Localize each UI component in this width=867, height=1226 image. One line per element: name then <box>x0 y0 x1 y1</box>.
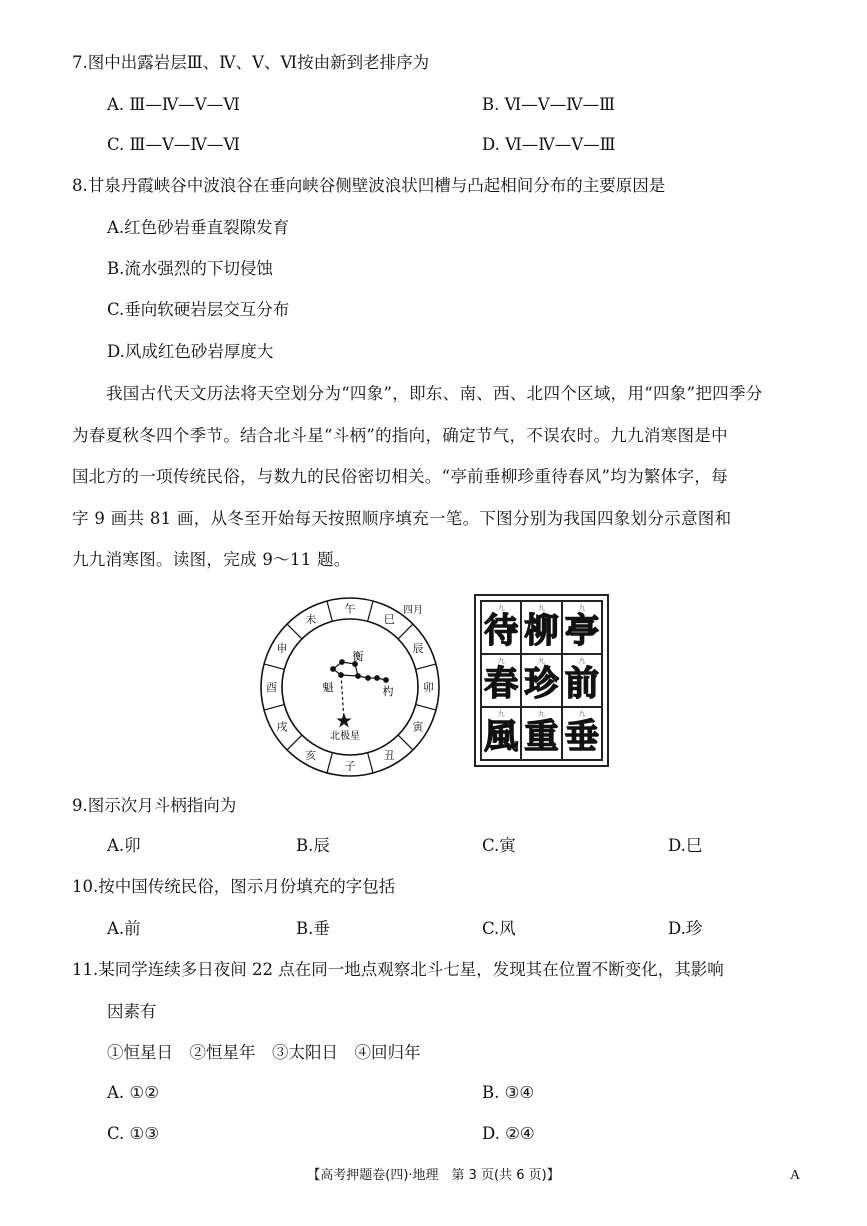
star-label-polaris: 北极星 <box>330 731 360 742</box>
dial-branch-label: 巳 <box>383 613 395 627</box>
dial-branch-label: 丑 <box>383 748 395 762</box>
dial-branch-label: 酉 <box>266 681 277 694</box>
dial-branch-label: 卯 <box>423 681 434 694</box>
four-symbols-dial <box>255 592 445 782</box>
grid-cell: 九 珍 <box>521 654 561 707</box>
grid-cell: 九 柳 <box>521 601 561 654</box>
grid-cell: 九 前 <box>562 654 602 707</box>
dial-branch-label: 戌 <box>276 720 288 734</box>
star-label-shao: 杓 <box>382 685 394 698</box>
q11-option-d: D. ②④ <box>482 1124 535 1143</box>
q7-option-d: D. Ⅵ—Ⅳ—Ⅴ—Ⅲ <box>482 135 616 154</box>
q10-option-a: A.前 <box>107 919 141 938</box>
q9-option-a: A.卯 <box>107 836 141 855</box>
dial-branch-label: 未 <box>305 613 317 627</box>
grid-cell: 九 待 <box>481 601 521 654</box>
dial-spoke <box>368 601 373 621</box>
q11-option-c: C. ①③ <box>107 1124 160 1143</box>
q8-option-d: D.风成红色砂岩厚度大 <box>107 342 274 361</box>
q9-option-d: D.巳 <box>668 836 703 855</box>
dial-spoke <box>264 664 284 669</box>
q7-option-c: C. Ⅲ—Ⅴ—Ⅳ—Ⅵ <box>107 135 240 154</box>
q7-stem: 7.图中出露岩层Ⅲ、Ⅳ、Ⅴ、Ⅵ按由新到老排序为 <box>72 53 430 72</box>
q10-option-d: D.珍 <box>668 919 703 938</box>
dial-spoke <box>287 624 302 639</box>
q8-option-a: A.红色砂岩垂直裂隙发育 <box>107 218 290 237</box>
page-footer: 【高考押题卷(四)·地理 第 3 页(共 6 页)】 <box>307 1168 560 1183</box>
dial-branch-label: 寅 <box>412 720 424 734</box>
grid-cell: 九 亭 <box>562 601 602 654</box>
q8-stem: 8.甘泉丹霞峡谷中波浪谷在垂向峡谷侧壁波浪状凹槽与凸起相间分布的主要原因是 <box>72 176 666 195</box>
q7-option-b: B. Ⅵ—Ⅴ—Ⅳ—Ⅲ <box>482 95 616 114</box>
passage-line: 国北方的一项传统民俗，与数九的民俗密切相关。“亭前垂柳珍重待春风”均为繁体字，每 <box>72 467 728 486</box>
q11-option-a: A. ①② <box>107 1083 159 1102</box>
grid-cell: 九 風 <box>481 707 521 760</box>
dial-branch-label: 亥 <box>305 748 317 762</box>
dial-branch-label: 午 <box>344 602 356 616</box>
grid-cell: 九 垂 <box>562 707 602 760</box>
q10-option-b: B.垂 <box>296 919 330 938</box>
jiujiu-xiaohan-chart <box>474 594 609 767</box>
q10-option-c: C.风 <box>482 919 516 938</box>
q9-option-b: B.辰 <box>296 836 330 855</box>
q9-option-c: C.寅 <box>482 836 516 855</box>
passage-line: 为春夏秋冬四个季节。结合北斗星“斗柄”的指向，确定节气，不误农时。九九消寒图是中 <box>72 425 728 445</box>
q8-option-c: C.垂向软硬岩层交互分布 <box>107 300 290 319</box>
q11-stem: 11.某同学连续多日夜间 22 点在同一地点观察北斗七星，发现其在位置不断变化，其影响 <box>72 960 724 979</box>
passage-line: 九九消寒图。读图，完成 9～11 题。 <box>72 550 351 569</box>
month-label: 四月 <box>403 605 423 616</box>
star-label-heng: 衡 <box>352 650 364 663</box>
paper-version: A <box>790 1168 801 1183</box>
dial-spoke <box>287 735 302 750</box>
dial-spoke <box>368 753 373 773</box>
grid-cell: 九 重 <box>521 707 561 760</box>
q10-stem: 10.按中国传统民俗，图示月份填充的字包括 <box>72 877 396 896</box>
q9-stem: 9.图示次月斗柄指向为 <box>72 796 237 815</box>
dial-spoke <box>398 624 413 639</box>
passage-line: 字 9 画共 81 画，从冬至开始每天按照顺序填充一笔。下图分别为我国四象划分示意图和 <box>72 508 732 528</box>
dial-spoke <box>416 664 436 669</box>
q11-stem-continued: 因素有 <box>107 1002 157 1021</box>
dial-branch-label: 申 <box>276 641 288 655</box>
dial-branch-label: 辰 <box>412 641 424 655</box>
q11-items: ①恒星日 ②恒星年 ③太阳日 ④回归年 <box>107 1043 421 1062</box>
dial-spoke <box>264 705 284 710</box>
polaris-star-icon <box>337 713 352 728</box>
passage-line: 我国古代天文历法将天空划分为“四象”，即东、南、西、北四个区域，用“四象”把四季分 <box>106 384 763 403</box>
dial-branch-label: 子 <box>344 759 356 773</box>
grid-cell: 九 春 <box>481 654 521 707</box>
q8-option-b: B.流水强烈的下切侵蚀 <box>107 259 273 278</box>
dial-spoke <box>327 601 332 621</box>
reading-passage <box>72 373 802 581</box>
dial-spoke <box>327 753 332 773</box>
star-label-kui: 魁 <box>322 681 334 694</box>
q11-option-b: B. ③④ <box>482 1083 535 1102</box>
dial-spoke <box>398 735 413 750</box>
q7-option-a: A. Ⅲ—Ⅳ—Ⅴ—Ⅵ <box>107 95 240 114</box>
dial-spoke <box>416 705 436 710</box>
